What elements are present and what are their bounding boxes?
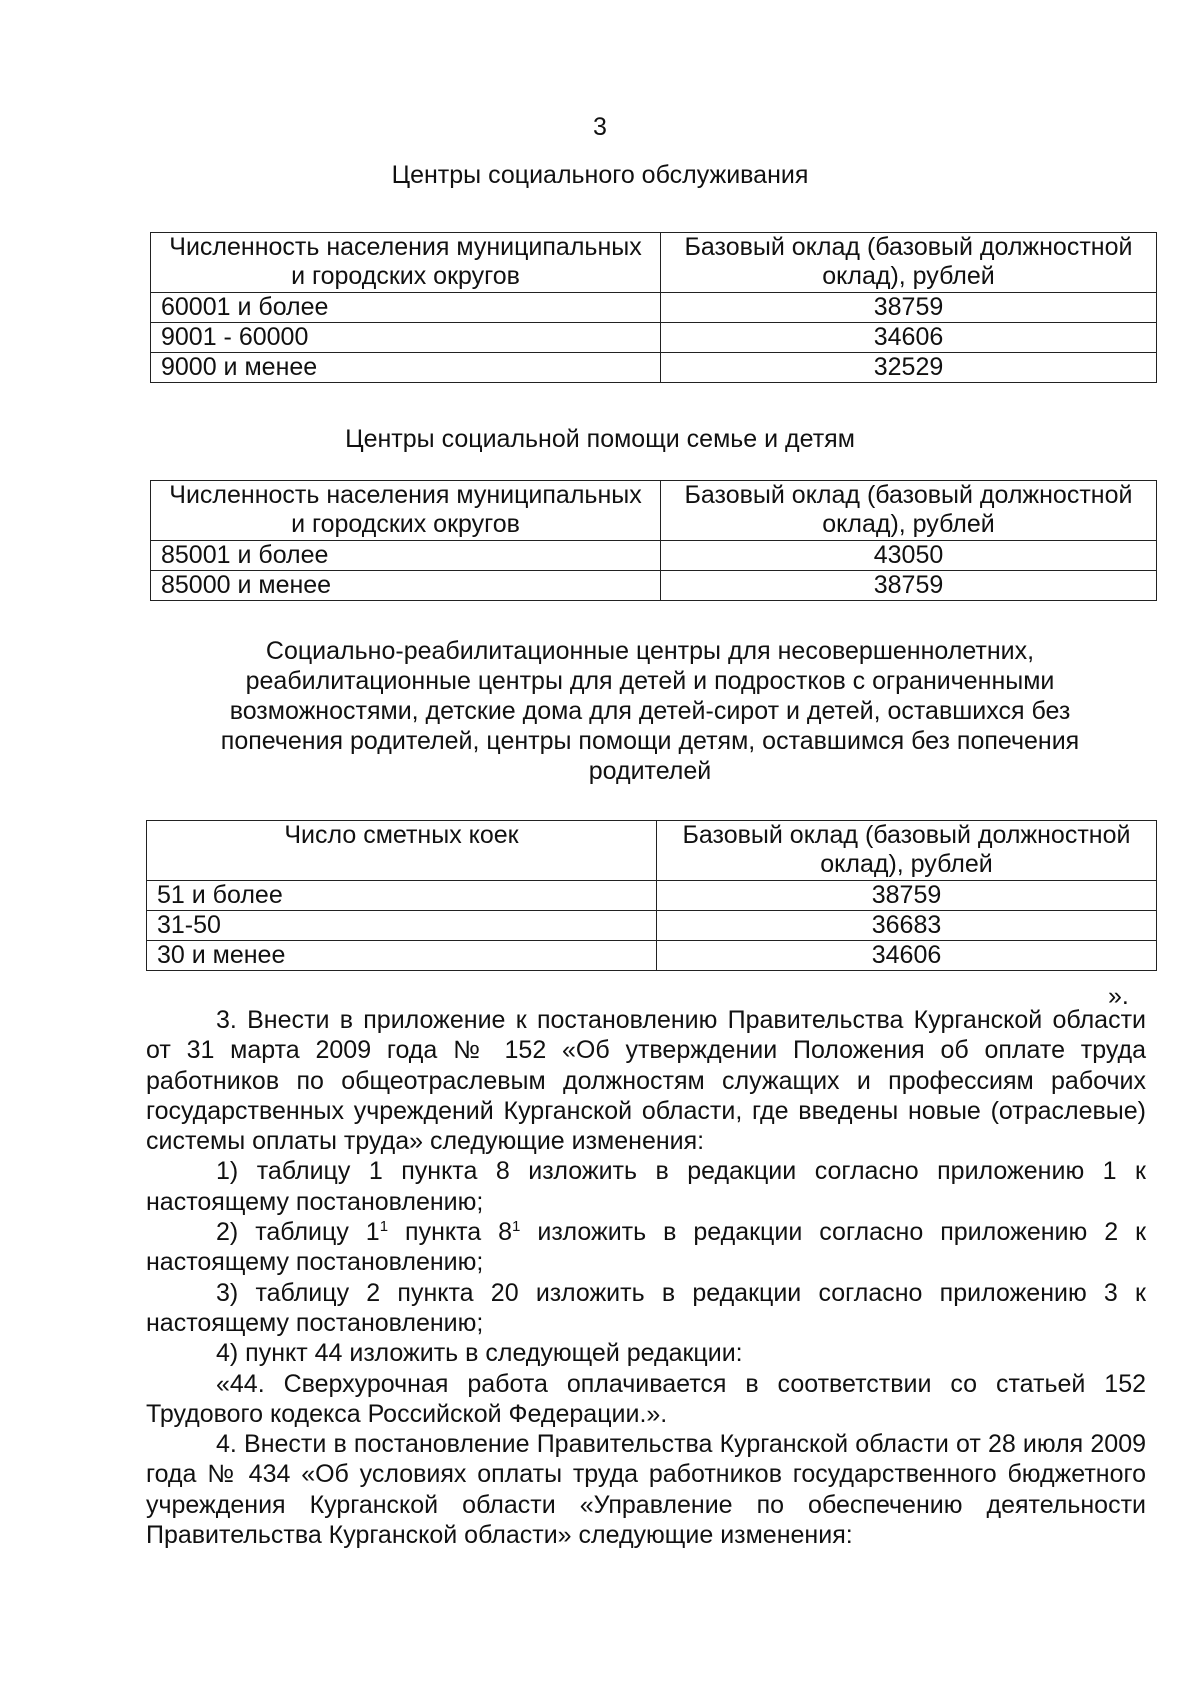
table-family-help [150,480,1157,601]
table-cell-range: 51 и более [147,881,657,911]
section-title-rehabilitation: Социально-реабилитационные центры для несовершеннолетних, реабилитационные центры для детей и подростков с ограниченными возможностями, детские дома для детей-сирот и детей, оставшихся без попечения родителей, центры помощи детям, оставшимся без попечения родителей [220,637,1080,785]
table-row [151,323,1157,353]
paragraph-4: 4. Внести в постановление Правительства Курганской области от 28 июля 2009 года № 434 «Об условиях оплаты труда работников государственного бюджетного учреждения Курганской области «Управление по обеспечению деятельности Правительства Курганской области» следующие изменения: [146,1430,1146,1550]
paragraph-item-3: 3) таблицу 2 пункта 20 изложить в редакции согласно приложению 3 к настоящему постановлению; [146,1278,1146,1337]
table-cell-salary: 34606 [661,323,1157,353]
paragraph-item-1: 1) таблицу 1 пункта 8 изложить в редакции согласно приложению 1 к настоящему постановлению; [146,1157,1146,1216]
table-cell-range: 9000 и менее [151,353,661,383]
table-header-population: Численность населения муниципальных и городских округов [151,481,661,541]
table-row [147,941,1157,971]
table-cell-range: 9001 - 60000 [151,323,661,353]
section-title-social-service: Центры социального обслуживания [391,161,809,189]
superscript: 1 [512,1218,521,1236]
closing-quote: ». [1108,982,1129,1010]
table-header-salary: Базовый оклад (базовый должностной оклад), рублей [661,481,1157,541]
table-header-salary: Базовый оклад (базовый должностной оклад), рублей [657,821,1157,881]
table-row [151,571,1157,601]
item-2-text-b: пункта 8 [388,1218,513,1247]
table-row [147,881,1157,911]
table-header-beds: Число сметных коек [147,821,657,881]
table-row [147,911,1157,941]
table-cell-salary: 38759 [661,571,1157,601]
paragraph-item-4: 4) пункт 44 изложить в следующей редакции: [216,1339,743,1368]
table-cell-salary: 43050 [661,541,1157,571]
table-cell-range: 30 и менее [147,941,657,971]
table-cell-salary: 32529 [661,353,1157,383]
page-number: 3 [593,113,607,141]
paragraph-3: 3. Внести в приложение к постановлению Правительства Курганской области от 31 марта 2009 года № 152 «Об утверждении Положения об оплате труда работников по общеотраслевым должностям служащих и профессиям рабочих государственных учреждений Курганской области, где введены новые (отраслевые) системы оплаты труда» следующие изменения: [146,1006,1146,1156]
table-cell-salary: 36683 [657,911,1157,941]
table-row [151,353,1157,383]
table-rehabilitation [146,820,1157,971]
table-social-service [150,232,1157,383]
table-cell-range: 31-50 [147,911,657,941]
superscript: 1 [379,1218,389,1236]
table-row [151,293,1157,323]
item-2-text-a: 2) таблицу 1 [216,1218,380,1247]
table-row [151,541,1157,571]
table-header-population: Численность населения муниципальных и городских округов [151,233,661,293]
table-cell-range: 85001 и более [151,541,661,571]
paragraph-item-2 [146,1217,1146,1278]
paragraph-quote-44: «44. Сверхурочная работа оплачивается в соответствии со статьей 152 Трудового кодекса Российской Федерации.». [146,1369,1146,1428]
body-text [146,1005,1146,1550]
table-header-salary: Базовый оклад (базовый должностной оклад), рублей [661,233,1157,293]
item-2-text-c: изложить в редакции согласно приложению 2 к настоящему постановлению; [146,1218,1147,1277]
table-cell-salary: 34606 [657,941,1157,971]
table-cell-range: 85000 и менее [151,571,661,601]
table-cell-salary: 38759 [661,293,1157,323]
table-cell-salary: 38759 [657,881,1157,911]
table-cell-range: 60001 и более [151,293,661,323]
section-title-family-help: Центры социальной помощи семье и детям [345,425,855,453]
